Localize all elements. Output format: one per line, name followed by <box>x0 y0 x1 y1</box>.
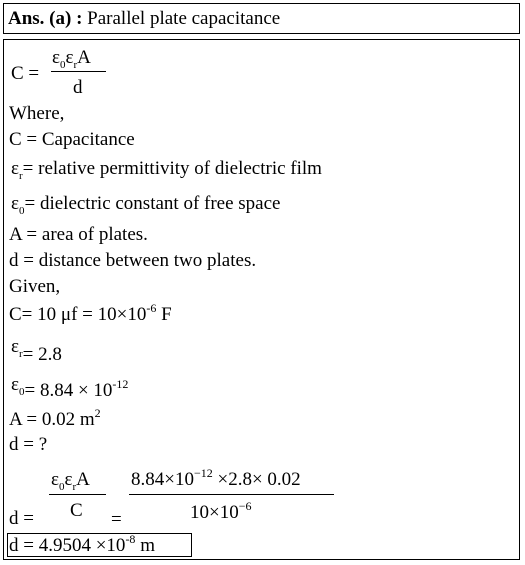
answer-label: Ans. (a) : <box>8 8 83 29</box>
def-free-space-constant: $\varepsilon_0=$ dielectric constant of free space <box>11 193 281 217</box>
given-relative-permittivity: εr= 2.8 <box>11 336 62 365</box>
answer-header <box>8 8 280 30</box>
given-distance: d = ? <box>9 434 48 455</box>
calc-d-equals: d = <box>9 508 34 529</box>
where-heading: Where, <box>9 103 65 124</box>
given-heading: Given, <box>9 276 61 297</box>
calc-fraction2-denominator: $10\times 10^{-6}$ <box>190 499 252 523</box>
given-area: A = 0.02 $m^2$ <box>9 406 101 430</box>
calc-fraction1-bar <box>49 494 106 495</box>
def-capacitance: C = Capacitance <box>9 129 135 150</box>
calc-fraction1-numerator: $\varepsilon_0\varepsilon_rA$ <box>51 469 90 493</box>
def-relative-permittivity: $\varepsilon_r=$ relative permittivity of dielectric film <box>11 158 322 182</box>
header-title: Parallel plate capacitance <box>87 8 281 29</box>
formula-fraction-bar <box>51 71 106 72</box>
calc-fraction2-numerator: $8.84\times 10^{-12} \times 2.8\times 0.02$ <box>131 466 301 490</box>
given-free-space-constant: $\varepsilon 0= 8.84 \times 10^{-12}$ <box>11 374 129 401</box>
formula-lhs: C = <box>11 63 40 84</box>
def-area: A = area of plates. <box>9 224 148 245</box>
def-distance: d = distance between two plates. <box>9 250 257 271</box>
formula-numerator: $\varepsilon_0\varepsilon_rA$ <box>52 47 91 71</box>
calc-fraction2-bar <box>129 494 334 495</box>
calc-fraction1-denominator: C <box>70 500 83 521</box>
final-answer: $d = 4.9504 \times 10^{-8}$ m <box>9 532 155 556</box>
calc-equals: = <box>111 509 122 530</box>
given-capacitance: C= 10 $\mu f = 10\times 10^{-6}$ F <box>9 301 172 325</box>
formula-denominator: d <box>73 77 83 98</box>
